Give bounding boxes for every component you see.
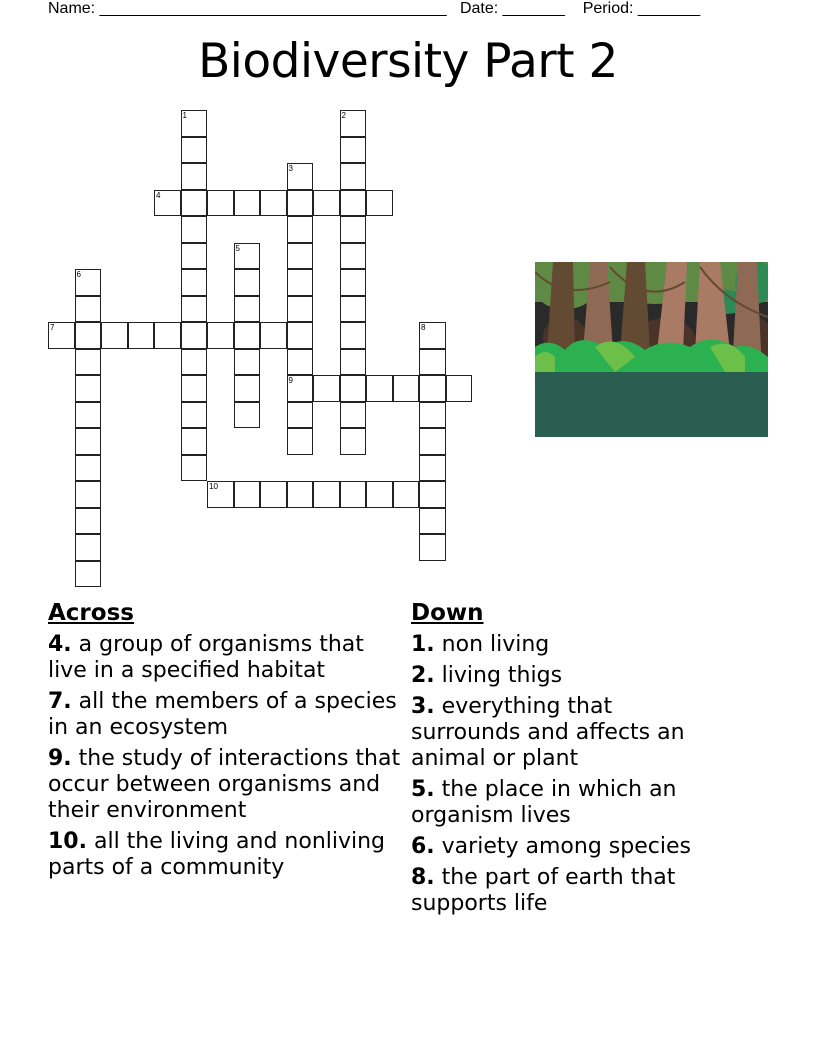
crossword-cell[interactable] bbox=[340, 349, 367, 376]
clue-across-7: 7. all the members of a species in an ecosystem bbox=[48, 689, 397, 740]
forest-illustration bbox=[535, 262, 768, 437]
crossword-cell[interactable] bbox=[287, 322, 314, 349]
crossword-cell[interactable] bbox=[313, 375, 340, 402]
crossword-cell[interactable] bbox=[48, 322, 75, 349]
crossword-cell[interactable] bbox=[419, 402, 446, 429]
crossword-cell[interactable] bbox=[234, 322, 261, 349]
page-title: Biodiversity Part 2 bbox=[198, 34, 618, 89]
crossword-cell[interactable] bbox=[260, 481, 287, 508]
crossword-cell[interactable] bbox=[181, 137, 208, 164]
date-field[interactable]: _______ bbox=[502, 0, 565, 17]
clue-across-4: 4. a group of organisms that live in a specified habitat bbox=[48, 632, 364, 683]
crossword-cell[interactable] bbox=[181, 296, 208, 323]
crossword-cell[interactable] bbox=[366, 375, 393, 402]
clue-number: 10 bbox=[209, 482, 218, 491]
crossword-cell[interactable] bbox=[234, 243, 261, 270]
crossword-cell[interactable] bbox=[75, 561, 102, 588]
down-heading: Down bbox=[411, 600, 484, 626]
period-field[interactable]: _______ bbox=[637, 0, 701, 17]
crossword-cell[interactable] bbox=[419, 322, 446, 349]
crossword-cell[interactable] bbox=[75, 296, 102, 323]
name-label: Name: bbox=[48, 0, 100, 17]
crossword-cell[interactable] bbox=[340, 243, 367, 270]
down-clues bbox=[411, 600, 721, 922]
crossword-cell[interactable] bbox=[75, 269, 102, 296]
clue-across-10: 10. all the living and nonliving parts of a community bbox=[48, 829, 386, 880]
crossword-cell[interactable] bbox=[340, 481, 367, 508]
crossword-cell[interactable] bbox=[75, 534, 102, 561]
crossword-cell[interactable] bbox=[181, 110, 208, 137]
crossword-cell[interactable] bbox=[181, 190, 208, 217]
crossword-cell[interactable] bbox=[181, 402, 208, 429]
crossword-cell[interactable] bbox=[340, 296, 367, 323]
clue-down-3: 3. everything that surrounds and affects an animal or plant bbox=[411, 694, 685, 771]
crossword-cell[interactable] bbox=[260, 322, 287, 349]
crossword-cell[interactable] bbox=[419, 508, 446, 535]
crossword-cell[interactable] bbox=[234, 375, 261, 402]
crossword-cell[interactable] bbox=[154, 190, 181, 217]
crossword-cell[interactable] bbox=[234, 190, 261, 217]
crossword-cell[interactable] bbox=[287, 296, 314, 323]
crossword-cell[interactable] bbox=[75, 455, 102, 482]
crossword-cell[interactable] bbox=[75, 428, 102, 455]
crossword-cell[interactable] bbox=[181, 243, 208, 270]
crossword-cell[interactable] bbox=[234, 349, 261, 376]
period-label: Period: bbox=[582, 0, 638, 17]
crossword-cell[interactable] bbox=[260, 190, 287, 217]
crossword-cell[interactable] bbox=[181, 428, 208, 455]
clue-across-9: 9. the study of interactions that occur between organisms and their environment bbox=[48, 746, 401, 823]
crossword-cell[interactable] bbox=[181, 349, 208, 376]
crossword-cell[interactable] bbox=[287, 428, 314, 455]
crossword-cell[interactable] bbox=[419, 455, 446, 482]
clue-number: 4 bbox=[156, 190, 161, 200]
crossword-cell[interactable] bbox=[340, 216, 367, 243]
crossword-cell[interactable] bbox=[287, 481, 314, 508]
student-info-line bbox=[48, 0, 700, 18]
crossword-cell[interactable] bbox=[393, 375, 420, 402]
crossword-cell[interactable] bbox=[234, 269, 261, 296]
crossword-cell[interactable] bbox=[313, 190, 340, 217]
clue-down-8: 8. the part of earth that supports life bbox=[411, 865, 676, 916]
crossword-cell[interactable] bbox=[366, 481, 393, 508]
crossword-cell[interactable] bbox=[366, 190, 393, 217]
crossword-cell[interactable] bbox=[340, 110, 367, 137]
crossword-cell[interactable] bbox=[287, 375, 314, 402]
crossword-cell[interactable] bbox=[287, 163, 314, 190]
crossword-cell[interactable] bbox=[340, 190, 367, 217]
crossword-cell[interactable] bbox=[75, 375, 102, 402]
crossword-cell[interactable] bbox=[181, 216, 208, 243]
crossword-cell[interactable] bbox=[340, 375, 367, 402]
crossword-cell[interactable] bbox=[128, 322, 155, 349]
crossword-cell[interactable] bbox=[287, 402, 314, 429]
crossword-cell[interactable] bbox=[181, 455, 208, 482]
crossword-cell[interactable] bbox=[234, 402, 261, 429]
crossword-cell[interactable] bbox=[75, 349, 102, 376]
crossword-cell[interactable] bbox=[419, 534, 446, 561]
crossword-cell[interactable] bbox=[393, 481, 420, 508]
clue-number: 8 bbox=[421, 323, 426, 332]
crossword-cell[interactable] bbox=[75, 402, 102, 429]
crossword-cell[interactable] bbox=[181, 163, 208, 190]
crossword-cell[interactable] bbox=[75, 508, 102, 535]
crossword-cell[interactable] bbox=[207, 190, 234, 217]
name-field[interactable]: _______________________________________ bbox=[99, 0, 447, 17]
crossword-cell[interactable] bbox=[287, 349, 314, 376]
clue-number: 6 bbox=[76, 270, 81, 279]
crossword-cell[interactable] bbox=[419, 375, 446, 402]
clue-number: 5 bbox=[235, 243, 240, 253]
crossword-cell[interactable] bbox=[234, 296, 261, 323]
crossword-cell[interactable] bbox=[419, 428, 446, 455]
crossword-cell[interactable] bbox=[287, 190, 314, 217]
crossword-cell[interactable] bbox=[154, 322, 181, 349]
clue-number: 3 bbox=[288, 164, 293, 173]
crossword-cell[interactable] bbox=[181, 375, 208, 402]
clue-number: 1 bbox=[182, 111, 187, 120]
clue-down-5: 5. the place in which an organism lives bbox=[411, 777, 677, 828]
crossword-cell[interactable] bbox=[340, 163, 367, 190]
crossword-cell[interactable] bbox=[75, 322, 102, 349]
crossword-cell[interactable] bbox=[207, 481, 234, 508]
across-clues bbox=[48, 600, 408, 886]
crossword-cell[interactable] bbox=[340, 402, 367, 429]
crossword-cell[interactable] bbox=[101, 322, 128, 349]
crossword-cell[interactable] bbox=[340, 322, 367, 349]
crossword-cell[interactable] bbox=[181, 269, 208, 296]
clue-down-2: 2. living thigs bbox=[411, 663, 563, 688]
crossword-cell[interactable] bbox=[287, 243, 314, 270]
crossword-cell[interactable] bbox=[340, 137, 367, 164]
clue-number: 7 bbox=[50, 323, 55, 332]
crossword-cell[interactable] bbox=[234, 481, 261, 508]
crossword-cell[interactable] bbox=[287, 216, 314, 243]
crossword-cell[interactable] bbox=[313, 481, 340, 508]
crossword-cell[interactable] bbox=[340, 428, 367, 455]
clue-number: 9 bbox=[288, 376, 293, 385]
crossword-cell[interactable] bbox=[340, 269, 367, 296]
crossword-grid bbox=[48, 110, 488, 590]
crossword-cell[interactable] bbox=[419, 349, 446, 376]
clue-down-1: 1. non living bbox=[411, 632, 550, 657]
crossword-cell[interactable] bbox=[75, 481, 102, 508]
date-label: Date: bbox=[459, 0, 503, 17]
clue-number: 2 bbox=[341, 111, 346, 120]
crossword-cell[interactable] bbox=[446, 375, 473, 402]
crossword-cell[interactable] bbox=[419, 481, 446, 508]
crossword-cell[interactable] bbox=[287, 269, 314, 296]
clue-down-6: 6. variety among species bbox=[411, 834, 691, 859]
across-heading: Across bbox=[48, 600, 134, 626]
crossword-cell[interactable] bbox=[181, 322, 208, 349]
crossword-cell[interactable] bbox=[207, 322, 234, 349]
